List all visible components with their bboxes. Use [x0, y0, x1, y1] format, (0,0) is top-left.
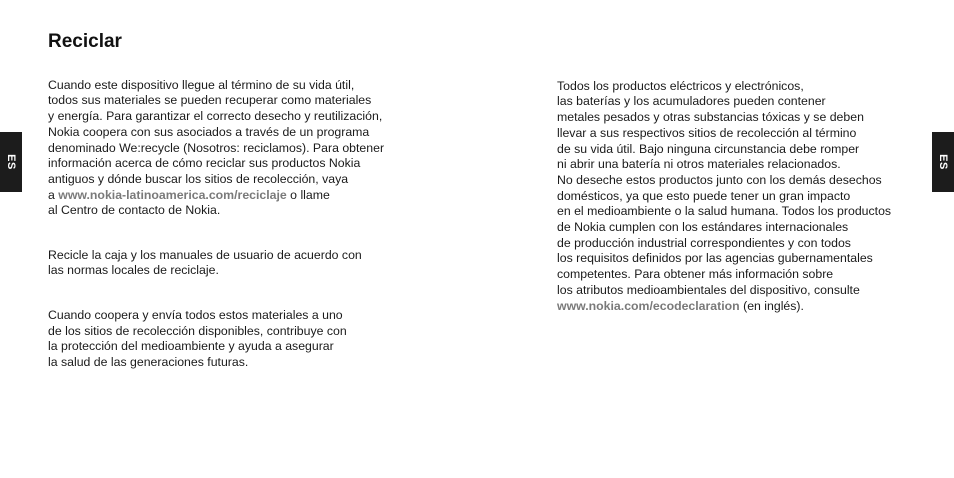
recycling-paragraph-1: [48, 78, 408, 219]
language-tab-right: [932, 132, 954, 192]
language-tab-label: ES: [937, 154, 949, 170]
left-text-column: [48, 62, 408, 399]
environment-paragraph-text: Todos los productos eléctricos y electrónicos, las baterías y los acumuladores pueden contener metales pesados y otras substancias tóxicas y se deben llevar a sus respectivos sitios de recolección al término de su vida útil. Bajo ninguna circunstancia debe romper ni abrir una batería ni otros materiales relacionados. No deseche estos productos junto con los demás desechos domésticos, ya que esto puede tener un gran impacto en el medioambiente o la salud humana. Todos los productos de Nokia cumplen con los estándares internacionales de producción industrial correspondientes y con todos los requisitos definidos por las agencias gubernamentales competentes. Para obtener más información sobre los atributos medioambientales del dispositivo, consulte: [557, 78, 892, 297]
language-tab-left: [0, 132, 22, 192]
environment-paragraph: [557, 79, 917, 315]
language-tab-label: ES: [5, 154, 17, 170]
ecodeclaration-link[interactable]: www.nokia.com/ecodeclaration: [557, 298, 740, 313]
environment-paragraph-text-end: (en inglés).: [739, 298, 804, 313]
right-page: [477, 0, 954, 478]
page-title: Reciclar: [48, 31, 122, 52]
recycling-paragraph-3: Cuando coopera y envía todos estos materiales a uno de los sitios de recolección disponibles, contribuye con la protección del medioambiente y ayuda a asegurar la salud de las generaciones futuras.: [48, 307, 347, 369]
recycling-link[interactable]: www.nokia-latinoamerica.com/reciclaje: [58, 187, 287, 202]
right-text-column: [557, 63, 917, 343]
recycling-paragraph-1-text: Cuando este dispositivo llegue al término de su vida útil, todos sus materiales se pueden recuperar como materiales y energía. Para garantizar el correcto desecho y reutilización, Nokia coopera con sus asociados a través de un programa denominado We:recycle (Nosotros: reciclamos). Para obtener información acerca de cómo reciclar sus productos Nokia antiguos y dónde buscar los sitios de recolección, vaya a: [48, 77, 385, 202]
recycling-paragraph-1-text-end: o llame al Centro de contacto de Nokia.: [48, 187, 330, 218]
recycling-paragraph-2: Recicle la caja y los manuales de usuario de acuerdo con las normas locales de reciclaje.: [48, 247, 362, 278]
